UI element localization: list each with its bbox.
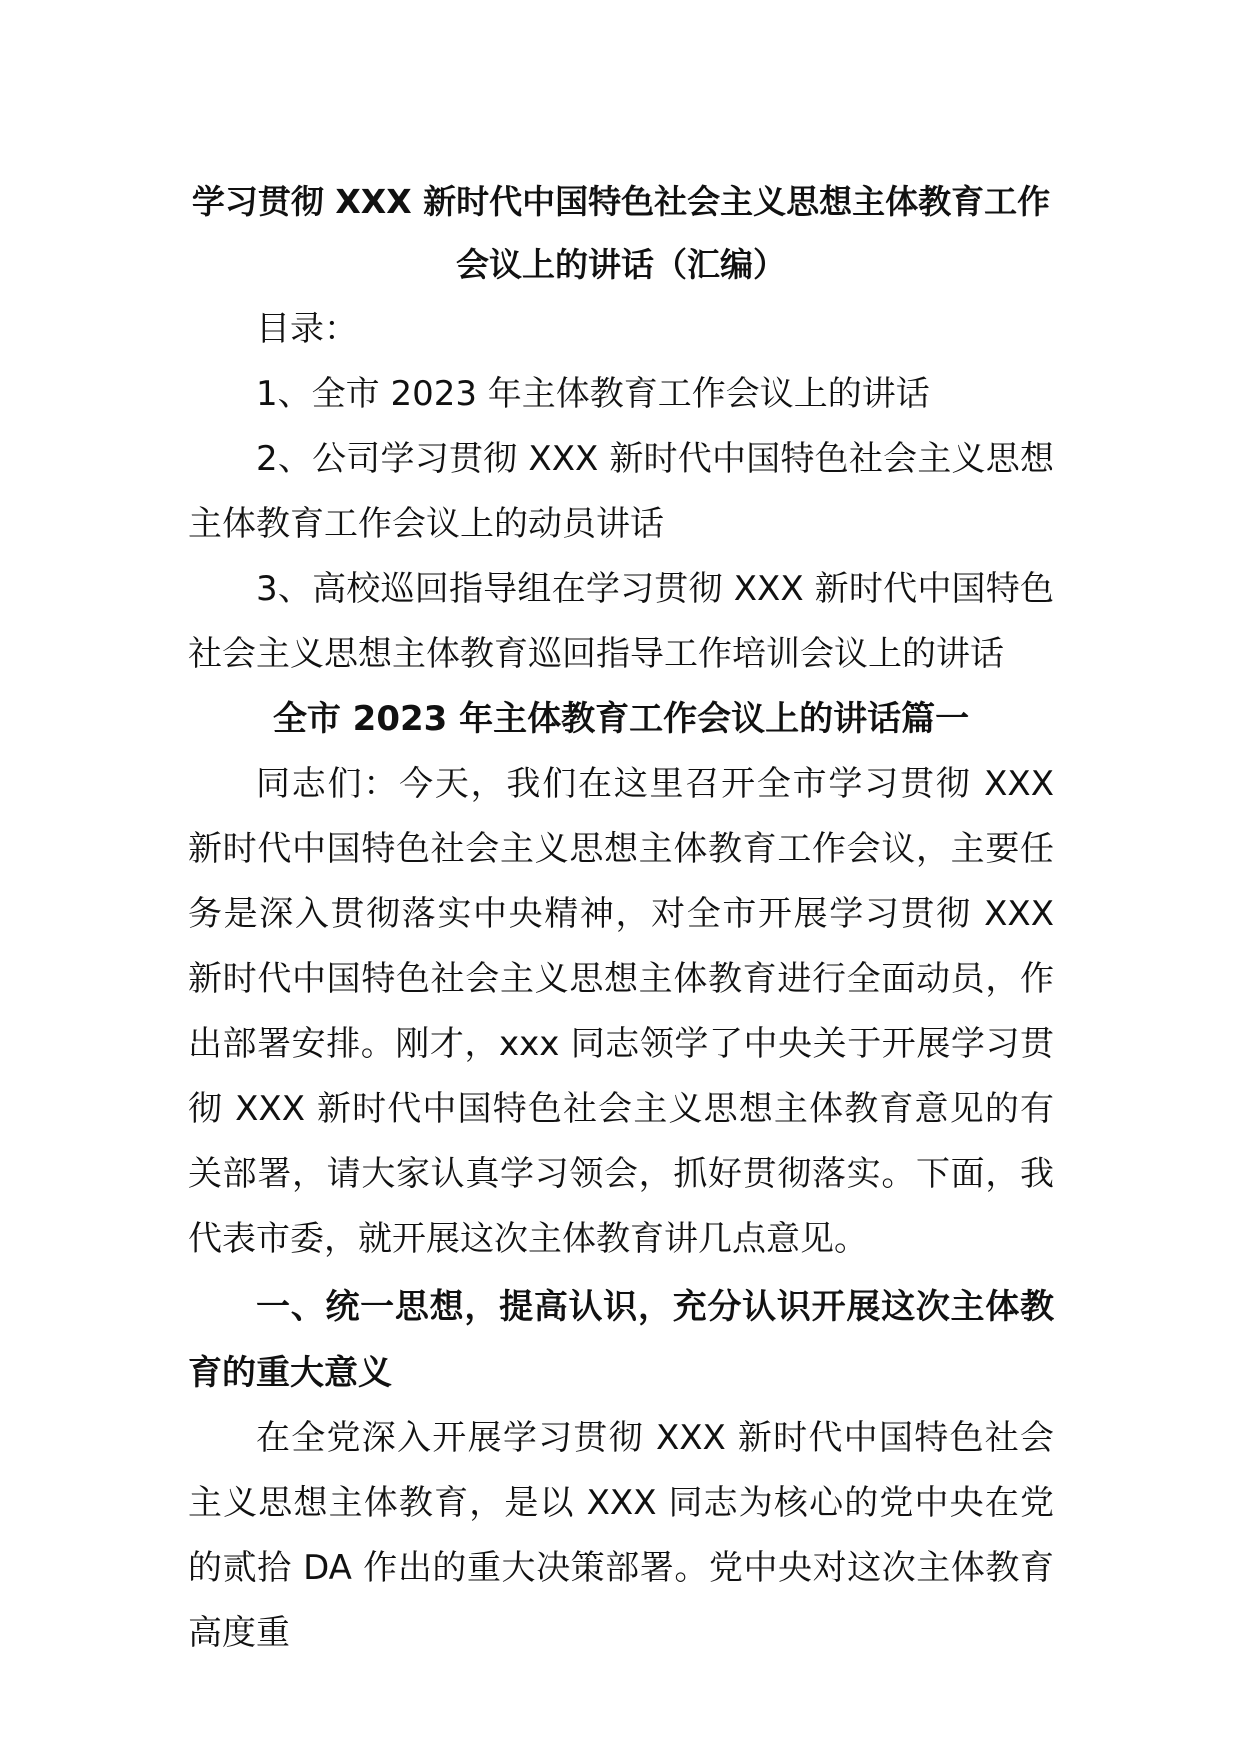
- body-paragraph: 同志们：今天，我们在这里召开全市学习贯彻 XXX 新时代中国特色社会主义思想主体教育工作会议，主要任务是深入贯彻落实中央精神，对全市开展学习贯彻 XXX 新时代中国特色社会主义思想主体教育进行全面动员，作出部署安排。刚才，xxx 同志领学了中央关于开展学习贯彻 XXX 新时代中国特色社会主义思想主体教育意见的有关部署，请大家认真学习领会，抓好贯彻落实。下面，我代表市委，就开展这次主体教育讲几点意见。: [188, 764, 1054, 1259]
- subheading: 一、统一思想，提高认识，充分认识开展这次主体教育的重大意义: [188, 1287, 1054, 1393]
- toc-item: 2、公司学习贯彻 XXX 新时代中国特色社会主义思想主体教育工作会议上的动员讲话: [188, 439, 1054, 544]
- toc-item: 3、高校巡回指导组在学习贯彻 XXX 新时代中国特色社会主义思想主体教育巡回指导工作培训会议上的讲话: [188, 569, 1054, 674]
- document-title: 学习贯彻 XXX 新时代中国特色社会主义思想主体教育工作会议上的讲话（汇编）: [191, 182, 1051, 284]
- toc-label: 目录：: [256, 309, 358, 349]
- body-paragraph: 在全党深入开展学习贯彻 XXX 新时代中国特色社会主义思想主体教育，是以 XXX 同志为核心的党中央在党的贰拾 DA 作出的重大决策部署。党中央对这次主体教育高度重: [188, 1418, 1054, 1653]
- section-heading: 全市 2023 年主体教育工作会议上的讲话篇一: [272, 699, 970, 739]
- toc-item: 1、全市 2023 年主体教育工作会议上的讲话: [256, 374, 930, 414]
- document-body: [188, 170, 1054, 1666]
